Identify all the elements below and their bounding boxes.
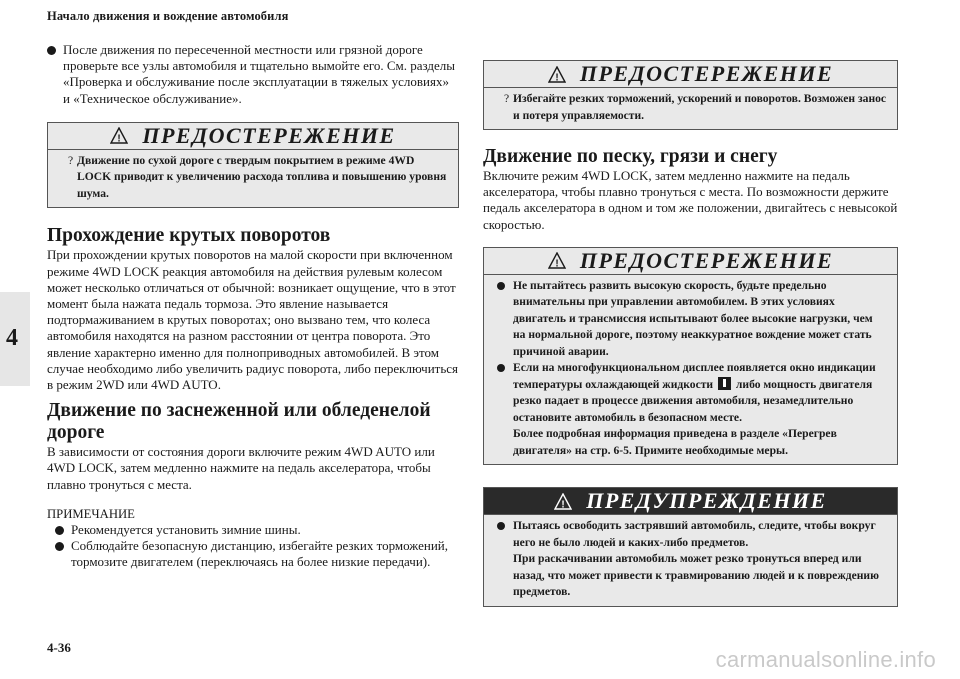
warning-triangle-icon	[548, 252, 566, 269]
bullet-icon	[497, 522, 505, 530]
page-number: 4-36	[47, 640, 71, 655]
caution-title: ПРЕДОСТЕРЕЖЕНИЕ	[579, 61, 834, 86]
intro-bullet-text: После движения по пересеченной местности или грязной дороге проверьте все узлы автомобиля и тщательно вымойте его. См. разделы «Проверка и обслуживание после эксплуатации в тяжелых условиях» и «Техническое обслуживание».	[63, 42, 456, 106]
caution-extra-text: Более подробная информация приведена в разделе «Перегрев двигателя» на стр. 6-5. Примите необходимые меры.	[513, 427, 837, 457]
caution-title: ПРЕДОСТЕРЕЖЕНИЕ	[142, 122, 396, 148]
caution-body	[484, 275, 897, 465]
warning-triangle-icon	[110, 127, 128, 144]
section-text-sand-mud: Включите режим 4WD LOCK, затем медленно нажмите на педаль акселератора, чтобы плавно тронуться с места. По возможности держите педаль акселератора в одном и том же положении, двигайтесь с невысокой скоростью.	[483, 168, 898, 232]
warning-triangle-icon	[554, 493, 572, 510]
note-item	[47, 538, 459, 570]
left-column	[47, 42, 459, 571]
note-item	[47, 522, 459, 538]
bullet-icon	[47, 46, 56, 55]
warning-item-text: Пытаясь освободить застрявший автомобиль, следите, чтобы вокруг него не было людей и каких-либо предметов.	[513, 519, 876, 549]
caution-body	[484, 88, 897, 129]
intro-bullet	[47, 42, 459, 107]
caution-box-fuel	[47, 122, 459, 209]
caution-item	[496, 278, 887, 361]
caution-item-text: Не пытайтесь развить высокую скорость, будьте предельно внимательны при управлении автомобилем. В этих условиях двигатель и трансмиссия испытывают более высокие нагрузки, чем на нормальной дороге, поэтому неаккуратное вождение может стать причиной аварии.	[513, 278, 873, 358]
warning-box-stuck	[483, 487, 898, 607]
bullet-icon	[55, 542, 64, 551]
caution-box-speed	[483, 247, 898, 466]
section-text-sharp-turns: При прохождении крутых поворотов на малой скорости при включенном режиме 4WD LOCK реакция автомобиля на действия рулевым колесом может несколько отличаться от обычной: возникает ощущение, что в этот момент была нажата педаль тормоза. Это явление называется подтормаживанием в крутых поворотах; оно вызвано тем, что колеса автомобиля находятся на разном расстоянии от центра поворота. Это явление характерно именно для полноприводных автомобилей. В этом случае необходимо либо увеличить радиус поворота, либо переключиться в режим 2WD или 4WD AUTO.	[47, 247, 459, 392]
warning-header	[484, 488, 897, 515]
watermark: carmanualsonline.info	[715, 647, 936, 672]
warning-item	[496, 518, 887, 551]
coolant-temperature-icon	[718, 377, 731, 390]
warning-body	[484, 515, 897, 606]
caution-header	[484, 61, 897, 88]
page-header-title: Начало движения и вождение автомобиля	[47, 9, 289, 23]
caution-header	[484, 248, 897, 275]
bullet-icon	[497, 282, 505, 290]
caution-box-braking	[483, 60, 898, 130]
svg-text:!: !	[555, 258, 559, 270]
section-heading-sharp-turns: Прохождение крутых поворотов	[47, 225, 331, 247]
note-item-text: Рекомендуется установить зимние шины.	[71, 521, 301, 537]
question-mark-icon: ?	[504, 92, 510, 105]
section-heading-snow-ice: Движение по заснеженной или обледенелой дороге	[47, 400, 431, 444]
note-item-text: Соблюдайте безопасную дистанцию, избегайте резких торможений, тормозите двигателем (переключаясь на более низкие передачи).	[71, 538, 448, 570]
caution-item	[496, 360, 887, 426]
svg-text:!: !	[117, 133, 122, 145]
chapter-number: 4	[6, 325, 18, 351]
caution-item-text: Если на многофункциональном дисплее появляется окно индикации температуры охлаждающей жидкости либо мощность двигателя резко падает в процессе движения автомобиля, незамедлительно остановите автомобиль в безопасном месте.	[513, 361, 876, 424]
caution-title: ПРЕДОСТЕРЕЖЕНИЕ	[579, 247, 834, 273]
bullet-icon	[55, 526, 64, 535]
caution-header	[48, 123, 458, 150]
caution-text: Движение по сухой дороге с твердым покрытием в режиме 4WD LOCK приводит к увеличению расхода топлива и повышению уровня шума.	[77, 153, 447, 200]
note-label: ПРИМЕЧАНИЕ	[47, 506, 135, 521]
section-heading-sand-mud: Движение по песку, грязи и снегу	[483, 146, 778, 167]
svg-text:!: !	[561, 499, 565, 510]
caution-body	[48, 150, 458, 208]
bullet-icon	[497, 364, 505, 372]
caution-text: Избегайте резких торможений, ускорений и поворотов. Возможен занос и потеря управляемости.	[513, 92, 887, 122]
section-text-snow-ice: В зависимости от состояния дороги включите режим 4WD AUTO или 4WD LOCK, затем медленно нажмите на педаль акселератора, чтобы плавно тронуться с места.	[47, 444, 435, 492]
svg-text:!: !	[555, 72, 559, 83]
warning-triangle-icon	[548, 66, 566, 83]
warning-title: ПРЕДУПРЕЖДЕНИЕ	[586, 488, 827, 514]
question-mark-icon: ?	[68, 153, 74, 167]
right-column	[483, 42, 898, 607]
warning-extra-text: При раскачивании автомобиль может резко тронуться вперед или назад, что может привести к травмированию людей и к повреждению предметов.	[513, 552, 879, 599]
